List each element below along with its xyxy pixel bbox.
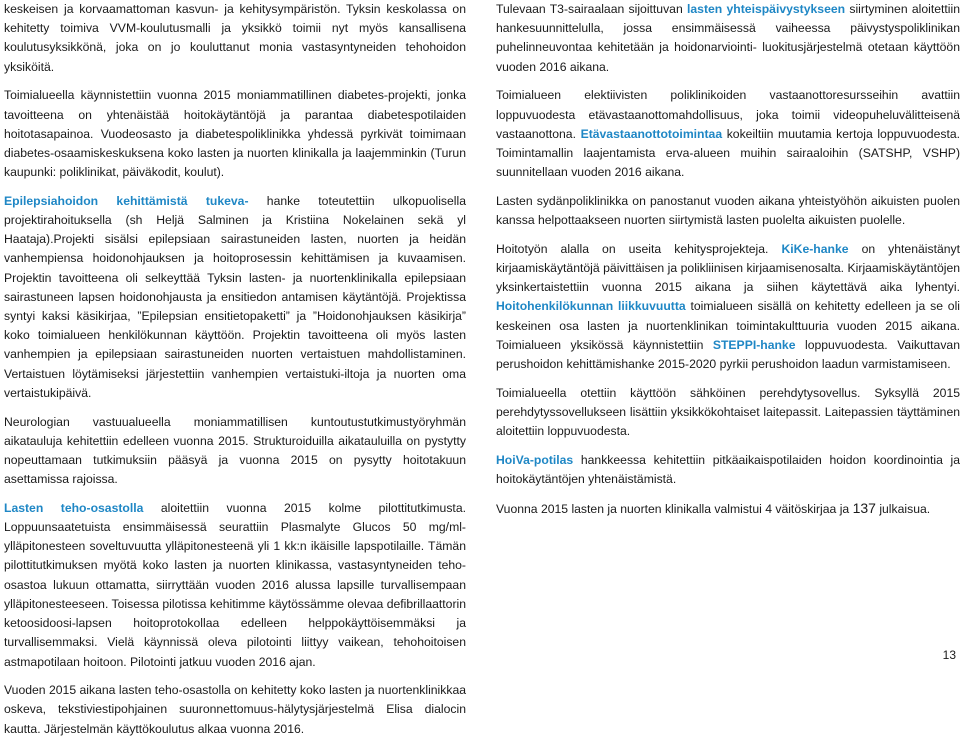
paragraph-orientation-app: Toimialueella otettiin käyttöön sähköinen perehdytysovellus. Syksyllä 2015 perehdytyssovellukseen lisättiin yksikkökohtaiset laitepassit. Laitepassien täyttäminen aloitettiin loppuvuodesta.	[496, 385, 960, 439]
text-segment: Toimialueen elektiivisten poliklinikoiden vastaanottoresursseihin avattiin loppuvuodesta etävastaanottomahdollisuus, joka toimii videopuheluvälitteisenä vastaanottona.	[496, 88, 960, 141]
text-segment: Tulevaan T3-sairaalaan sijoittuvan	[496, 2, 688, 16]
paragraph-neurology: Neurologian vastuualueella moniammatillisen kuntoutustutkimustyöryhmän aikatauluja kehitettiin edelleen vuonna 2015. Strukturoiduilla aikatauluilla on pystytty nopeuttamaan tutkimuksiin pääsyä ja vuonna 2015 on pysytty hoitotakuun asettamissa rajoissa.	[4, 414, 466, 487]
paragraph-hoiva	[496, 451, 960, 489]
text-segment: kokeiltiin muutamia kertoja loppuvuodesta. Toimintamallin laajentamista erva-alueen muihin sairaaloihin (SATSHP, VSHP) suunnitellaan vuoden 2016 aikana.	[496, 126, 960, 180]
text-segment: hankkeessa kehitettiin pitkäaikaispotilaiden hoidon koordinointia ja hoitokäytäntöjen yhtenäistämistä.	[496, 452, 960, 486]
text-segment: julkaisua.	[875, 501, 931, 516]
paragraph-picu-text: aloitettiin vuonna 2015 kolme pilottitutkimusta. Loppuunsaatetuista ensimmäisessä seurattiin Plasmalyte Glucos 50 mg/ml-ylläpitonesteen soveltuvuutta ylläpitonesteenä yli 1 kk:n ikäisille lapspotilaille. Tämän pilottitutkimuksen myötä koko lasten ja nuorten klinikassa, vastasyntyneiden teho-osastoa lukuun ottamatta, siirryttään vuoden 2016 alussa lapsille turvallisempaan ylläpitonesteeseen. Toisessa pilotissa kehitimme käytössämme olevaa defibrillaattorin ketoosidoosi-lapsen hoitoprotokollaa edelleen helppokäyttöisemmäksi ja turvallisemmaksi. Vielä käynnissä oleva pilotointi liittyy vaikean, tehohoitoisen astmapotilaan hoitoon. Pilotointi jatkuu vuoden 2016 ajan.	[4, 500, 466, 669]
page-number: 13	[942, 648, 956, 662]
paragraph-cardiology: Lasten sydänpoliklinikka on panostanut vuoden aikana yhteistyöhön aikuisten puolen kanssa helpottaakseen nuorten siirtymistä lasten puolelta aikuisten puolelle.	[496, 193, 960, 228]
text-segment: Hoitotyön alalla on useita kehitysprojekteja.	[496, 241, 782, 256]
paragraph-diabetes: Toimialueella käynnistettiin vuonna 2015 moniammatillinen diabetes-projekti, jonka tavoitteena on yhtenäistää hoitokäytäntöjä ja parantaa diabetespotilaiden hoitotasapainoa. Vuodeosasto ja diabetespoliklinikka yhdessä pyrkivät toimimaan diabetes-osaamiskeskuksena koko lasten ja nuorten klinikalla ja laajemminkin (Turun kaupunki: poliklinikat, päiväkodit, koulut).	[4, 88, 466, 180]
highlight-hoiva: HoiVa-potilas	[496, 452, 574, 467]
text-segment: on yhtenäistänyt kirjaamiskäytäntöjä päivittäisen ja polikliinisen kirjaamisenosalta. Kirjaamiskäytäntöjen yksinkertaistettiin vuonna 2015 aikana ja siihen käytettävä aika lyhentyi.	[496, 241, 960, 295]
text-segment: toimialueen sisällä on kehitetty edelleen ja se oli keskeinen osa lasten ja nuortenklinikan toimintakulttuuria vuoden 2015 aikana. Toimialueen yksikössä käynnistettiin	[496, 299, 960, 352]
highlight-picu: Lasten teho-osastolla	[4, 500, 144, 515]
paragraph-emergency	[496, 0, 960, 77]
paragraph-epilepsy-text: hanke toteutettiin ulkopuolisella projektirahoituksella (sh Heljä Salminen ja Kristiina Nokelainen sekä yl Haataja).Projekti sisälsi epilepsiaan sairastuneiden lasten, nuorten ja heidän vanhempiensa hoidonohjauksen ja hoitoprosessin kehittämisen ja kuvaamisen. Projektin tavoitteena oli selkeyttää Tyksin lasten- ja nuortenklinikalla epilepsiaan sairastuneen lapsen hoidonohjausta ja ensitiedon antamisen käytäntöjä. Projektissa syntyi kaksi käsikirjaa, ”Epilepsian ensitietopaketti” ja ”Hoidonohjauksen käsikirja” koko toimialueen henkilökunnan käyttöön. Projektin tavoitteena oli myös lasten vanhempien ja epilepsiaan sairastuneiden nuorten vertaistuen mahdollistaminen. Vertaistuen löytämiseksi järjestettiin vanhempien vertaistuki-iltoja ja nuorten oma vertaistukipäivä.	[4, 193, 466, 400]
left-column	[4, 0, 466, 739]
paragraph-alert-system: Vuoden 2015 aikana lasten teho-osastolla on kehitetty koko lasten ja nuortenklinikkaa oskeva, tekstiviestipohjainen suuronnettomuus-hälytysjärjestelmä Elisa dialocin kautta. Järjestelmän käyttökoulutus alkaa vuonna 2016.	[4, 683, 466, 736]
right-column	[496, 0, 960, 528]
text-segment: Vuonna 2015 lasten ja nuorten klinikalla valmistui 4 väitöskirjaa ja	[496, 501, 853, 516]
highlight-epilepsy: Epilepsiahoidon kehittämistä tukeva-	[4, 193, 249, 208]
highlight-emergency: lasten yhteispäivystykseen	[687, 2, 846, 16]
text-segment: siirtyminen aloitettiin hankesuunnittelulla, jossa ensimmäisessä vaiheessa päivystyspoliklinikan puhelinneuvontaa kehitetään ja hoidonarviointi- luokitusjärjestelmä otetaan käyttöön vuoden 2016 aikana.	[496, 2, 960, 74]
highlight-telemedicine: Etävastaanottotoimintaa	[580, 126, 723, 141]
highlight-steppi: STEPPI-hanke	[712, 337, 796, 352]
paragraph-picu	[4, 499, 466, 672]
paragraph-dissertations	[496, 499, 960, 519]
paragraph-nursing-projects	[496, 240, 960, 374]
text-segment: loppuvuodesta. Vaikuttavan perushoidon kehittämishanke 2015-2020 pyrkii perushoidon laadun varmistamiseen.	[496, 337, 960, 371]
paragraph-vvm: keskeisen ja korvaamattoman kasvun- ja kehitysympäristön. Tyksin keskolassa on kehitetty toimiva VVM-koulutusmalli ja yksikkö toimii nyt myös kansallisena koulutusyksikkönä, joka on jo kouluttanut monia vastasyntyneiden tehohoidon yksiköitä.	[4, 2, 466, 74]
paragraph-epilepsy	[4, 192, 466, 403]
highlight-mobility: Hoitohenkilökunnan liikkuvuutta	[496, 299, 686, 314]
publications-count: 137	[852, 499, 876, 516]
highlight-kike: KiKe-hanke	[781, 241, 849, 256]
paragraph-telemedicine	[496, 86, 960, 182]
